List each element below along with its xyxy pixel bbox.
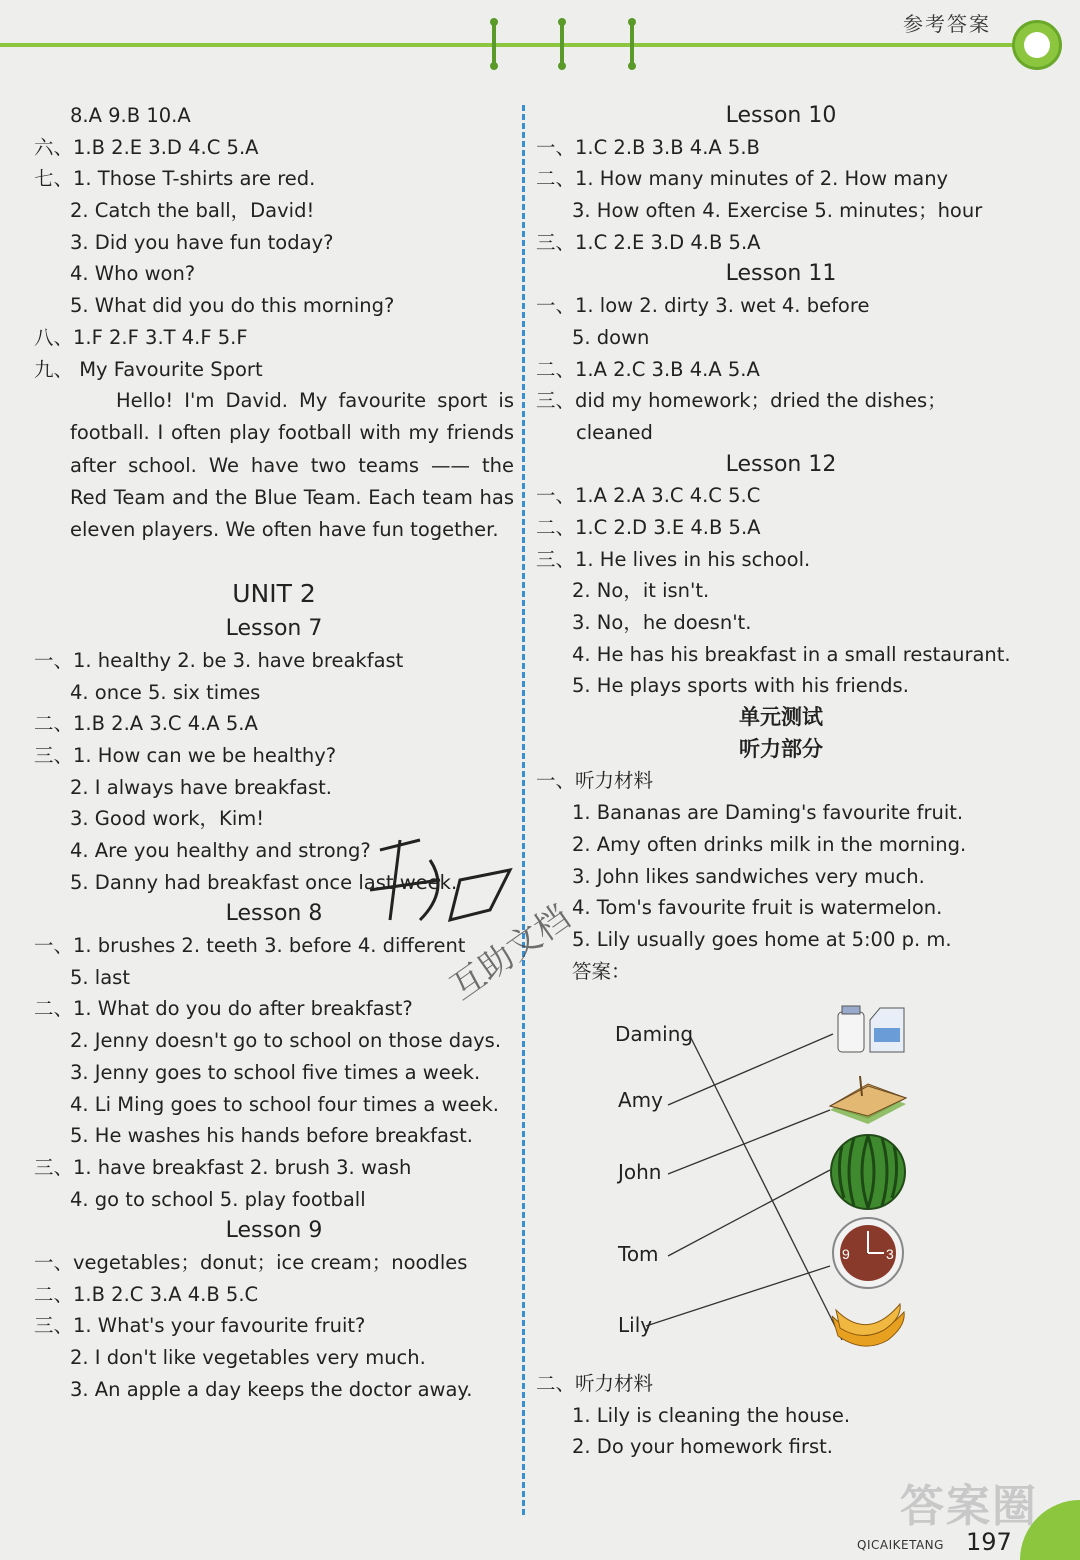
essay-paragraph: Hello! I'm David. My favourite sport is football. I often play football with my friends after school. We have two teams —— the Red Team and the Blue Team. Each team has eleven players. We often have fun together. (70, 389, 514, 541)
answer-line: 三、did my homework；dried the dishes； (536, 389, 947, 413)
answer-line: 2. Jenny doesn't go to school on those days. (70, 1029, 502, 1053)
answer-line: 1. Lily is cleaning the house. (572, 1403, 851, 1427)
answer-line: 2. Amy often drinks milk in the morning. (572, 832, 967, 856)
answer-line: 二、1.A 2.C 3.B 4.A 5.A (536, 357, 760, 381)
answer-line: 九、 My Favourite Sport (34, 357, 263, 381)
right-column (536, 100, 1026, 987)
answer-line: 七、1. Those T-shirts are red. (34, 167, 316, 191)
watermark-stamp (360, 830, 580, 1030)
clock-icon (830, 1215, 906, 1291)
binder-ring (490, 18, 498, 70)
answer-line: 4. go to school 5. play football (70, 1187, 366, 1211)
column-divider (522, 105, 525, 1515)
match-name-lily: Lily (618, 1313, 653, 1337)
mascot-icon (1012, 20, 1062, 70)
answer-line: 4. Li Ming goes to school four times a week. (70, 1092, 499, 1116)
answer-line: 8.A 9.B 10.A (70, 104, 191, 127)
page-number: 197 (966, 1528, 1012, 1556)
match-name-amy: Amy (618, 1088, 663, 1112)
match-line (646, 1266, 830, 1326)
watermelon-icon (828, 1132, 908, 1212)
answer-line: 4. He has his breakfast in a small restaurant. (572, 642, 1011, 666)
matching-answer (580, 1010, 920, 1370)
bananas-icon (828, 1296, 908, 1352)
answer-line: 答案： (572, 959, 631, 983)
brand-mark: 答案圈 (900, 1481, 1038, 1532)
answer-line: 一、1. healthy 2. be 3. have breakfast (34, 648, 404, 672)
answer-line: 一、1. low 2. dirty 3. wet 4. before (536, 294, 870, 318)
answer-line: 3. John likes sandwiches very much. (572, 864, 925, 888)
answer-line: 4. once 5. six times (70, 680, 261, 704)
header-title: 参考答案 (903, 12, 991, 36)
match-line (690, 1036, 842, 1340)
footer-brand: QICAIKETANG (857, 1538, 944, 1552)
answer-line: Lesson 11 (725, 261, 837, 287)
answer-line: 二、1. What do you do after breakfast? (34, 997, 413, 1021)
answer-line: 3. An apple a day keeps the doctor away. (70, 1377, 473, 1401)
answer-line: cleaned (576, 420, 653, 444)
answer-line: 一、vegetables；donut；ice cream；noodles (34, 1250, 468, 1274)
left-column (34, 100, 514, 1405)
answer-line: 2. Catch the ball，David! (70, 199, 315, 223)
answer-line: 3. How often 4. Exercise 5. minutes；hour (572, 199, 983, 223)
answer-line: Lesson 8 (225, 901, 323, 927)
answer-line: 一、听力材料 (536, 769, 654, 793)
binder-ring (628, 18, 636, 70)
answer-line: 2. I don't like vegetables very much. (70, 1346, 426, 1369)
answer-line: 二、听力材料 (536, 1372, 654, 1395)
match-name-daming: Daming (615, 1022, 694, 1046)
answer-line: 二、1.C 2.D 3.E 4.B 5.A (536, 515, 761, 539)
svg-text:9: 9 (842, 1246, 850, 1262)
answer-line: 4. Who won? (70, 262, 196, 286)
answer-line: 3. Jenny goes to school five times a week. (70, 1060, 481, 1084)
answer-line: 二、1.B 2.C 3.A 4.B 5.C (34, 1282, 259, 1306)
answer-line: 一、1.A 2.A 3.C 4.C 5.C (536, 484, 761, 508)
answer-line: 八、1.F 2.F 3.T 4.F 5.F (34, 325, 248, 349)
answer-line: 三、1. How can we be healthy? (34, 743, 337, 767)
binder-ring (558, 18, 566, 70)
answer-line: 4. Are you healthy and strong? (70, 839, 371, 862)
answer-line: Lesson 7 (225, 616, 323, 642)
match-name-tom: Tom (618, 1242, 659, 1266)
answer-line: 2. Do your homework first. (572, 1435, 833, 1459)
answer-line: 一、1.C 2.B 3.B 4.A 5.B (536, 135, 760, 159)
answer-line: Lesson 10 (725, 103, 837, 128)
match-line (668, 1110, 830, 1174)
milk-icon (832, 1002, 912, 1062)
answer-line: 5. He washes his hands before breakfast. (70, 1124, 473, 1148)
answer-line: UNIT 2 (232, 579, 316, 609)
match-name-john: John (618, 1160, 662, 1184)
answer-line: 5. Lily usually goes home at 5:00 p. m. (572, 927, 952, 951)
answer-line: 2. I always have breakfast. (70, 775, 332, 799)
watermark-text: 互助文档 (443, 897, 578, 1009)
right-column-bottom (536, 1368, 1026, 1463)
answer-line: 单元测试 (739, 705, 823, 730)
answer-line: 二、1. How many minutes of 2. How many (536, 167, 949, 191)
answer-line: 3. Did you have fun today? (70, 230, 334, 254)
match-line (668, 1170, 830, 1256)
answer-line: 一、1. brushes 2. teeth 3. before 4. different (34, 934, 466, 958)
answer-line: 5. down (572, 325, 650, 349)
answer-line: 六、1.B 2.E 3.D 4.C 5.A (34, 135, 259, 159)
answer-line: 4. Tom's favourite fruit is watermelon. (572, 896, 943, 920)
answer-line: 三、1.C 2.E 3.D 4.B 5.A (536, 230, 761, 254)
header-rule (0, 43, 1020, 47)
answer-line: 二、1.B 2.A 3.C 4.A 5.A (34, 712, 258, 736)
answer-line: 三、1. What's your favourite fruit? (34, 1314, 366, 1338)
answer-line: 5. What did you do this morning? (70, 294, 395, 318)
answer-line: 5. He plays sports with his friends. (572, 674, 909, 698)
answer-line: Lesson 9 (225, 1218, 323, 1244)
answer-line: 5. Danny had breakfast once last week. (70, 870, 458, 894)
answer-line: 3. Good work，Kim! (70, 807, 265, 831)
answer-line: 3. No，he doesn't. (572, 611, 752, 634)
answer-line: 三、1. He lives in his school. (536, 547, 811, 571)
answer-line: Lesson 12 (725, 451, 837, 477)
answer-line: 听力部分 (739, 736, 823, 761)
answer-line: 1. Bananas are Daming's favourite fruit. (572, 801, 964, 825)
svg-text:3: 3 (886, 1246, 894, 1262)
answer-line: 5. last (70, 965, 130, 989)
answer-line: 2. No，it isn't. (572, 579, 710, 603)
sandwich-icon (828, 1076, 908, 1126)
answer-line: 三、1. have breakfast 2. brush 3. wash (34, 1155, 412, 1179)
